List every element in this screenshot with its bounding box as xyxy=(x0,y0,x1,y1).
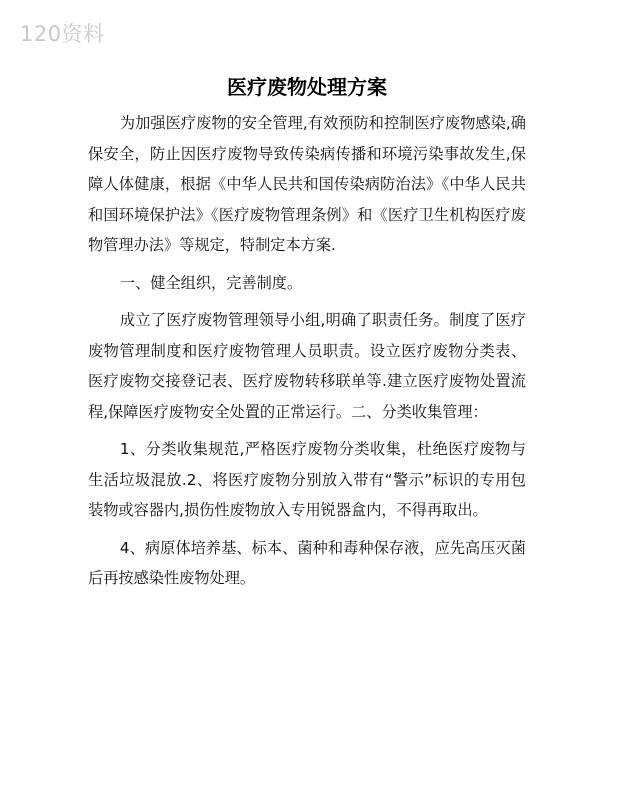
document-title: 医疗废物处理方案 xyxy=(227,75,387,99)
paragraph-organization: 成立了医疗废物管理领导小组,明确了职责任务。制度了医疗废物管理制度和医疗废物管理人员职责。设立医疗废物分类表、医疗废物交接登记表、医疗废物转移联单等.建立医疗废物处置流程,保障医疗废物安全处置的正常运行。二、分类收集管理： xyxy=(88,311,526,421)
document-body xyxy=(88,72,526,601)
paragraph-section-1-heading: 一、健全组织，完善制度。 xyxy=(119,273,303,292)
paragraph-collection-rules: 1、分类收集规范,严格医疗废物分类收集，杜绝医疗废物与生活垃圾混放.2、将医疗废物分别放入带有“警示”标识的专用包装物或容器内,损伤性废物放入专用锐器盒内，不得再取出。 xyxy=(88,440,526,519)
paragraph-pathogen-handling: 4、病原体培养基、标本、菌种和毒种保存液，应先高压灭菌后再按感染性废物处理。 xyxy=(88,538,526,587)
paragraph-intro: 为加强医疗废物的安全管理,有效预防和控制医疗废物感染,确保安全，防止因医疗废物导致传染病传播和环境污染事故发生,保障人体健康，根据《中华人民共和国传染病防治法》《中华人民共和国环境保护法》《医疗废物管理条例》和《医疗卫生机构医疗废物管理办法》等规定，特制定本方案. xyxy=(88,114,526,254)
watermark-text: 120资料 xyxy=(20,22,105,46)
